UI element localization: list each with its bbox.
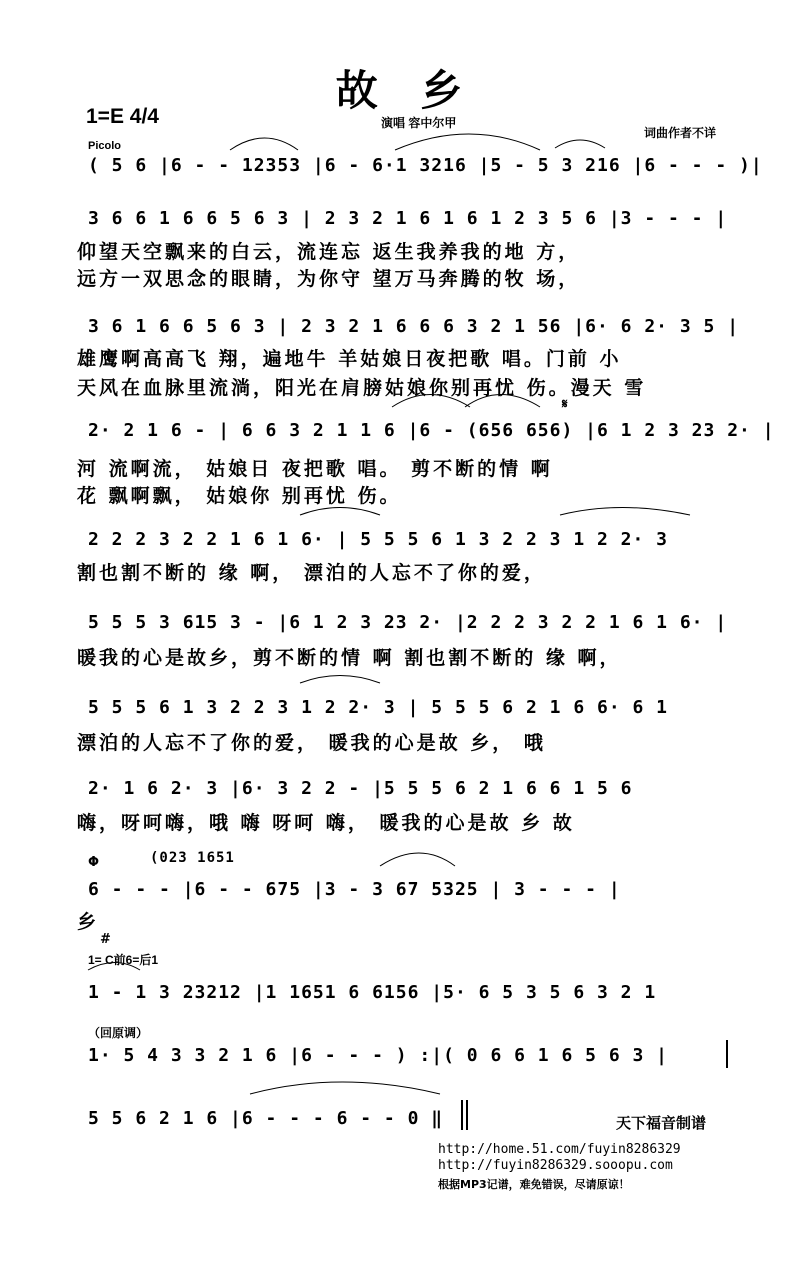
slur-arc <box>300 676 380 684</box>
slur-arc <box>380 853 455 866</box>
lyric-line-3b: 天风在血脉里流淌，阳光在肩膀姑娘你别再忧 伤。漫天 雪 <box>77 377 647 399</box>
footer-note: 根据MP3记谱，难免错误，尽请原谅！ <box>438 1178 630 1191</box>
lyric-line-9: 乡 <box>77 911 100 933</box>
notation-line-5: 2 2 2 3 2 2 1 6 1 6· | 5 5 5 6 1 3 2 2 3 1 2 2· 3 <box>88 529 669 550</box>
lyric-line-2a: 仰望天空飘来的白云，流连忘 返生我养我的地 方， <box>77 241 581 263</box>
footer-url-2: http://fuyin8286329.sooopu.com <box>438 1158 673 1173</box>
lyric-line-4a: 河 流啊流， 姑娘日 夜把歌 唱。 剪不断的情 啊 <box>77 458 553 480</box>
instrument-label: Picolo <box>88 140 122 152</box>
segno-symbol: 𝄋 <box>562 397 568 412</box>
notation-line-9-above: (023 1651 <box>150 850 235 866</box>
lyric-line-6: 暖我的心是故乡，剪不断的情 啊 割也割不断的 缘 啊， <box>77 647 622 669</box>
slur-arc <box>250 1082 440 1094</box>
lyric-line-5: 割也割不断的 缘 啊， 漂泊的人忘不了你的爱， <box>77 562 546 584</box>
slur-arc <box>300 508 380 516</box>
lyric-line-4b: 花 飘啊飘， 姑娘你 别再忧 伤。 <box>77 485 402 507</box>
notation-line-11: 1· 5 4 3 3 2 1 6 |6 - - - ) :|( 0 6 6 1 6 5 6 3 | <box>88 1045 669 1066</box>
lyric-line-8: 嗨，呀呵嗨，哦 嗨 呀呵 嗨， 暖我的心是故 乡 故 <box>77 812 575 834</box>
lyric-line-7: 漂泊的人忘不了你的爱， 暖我的心是故 乡， 哦 <box>77 732 546 754</box>
notation-line-10: 1 - 1 3 23212 |1 1651 6 6156 |5· 6 5 3 5 6 3 2 1 <box>88 982 657 1003</box>
notation-line-6: 5 5 5 3 615 3 - |6 1 2 3 23 2· |2 2 2 3 2 2 1 6 1 6· | <box>88 612 728 633</box>
page-title: 故 乡 <box>335 66 477 115</box>
notation-line-2: 3 6 6 1 6 6 5 6 3 | 2 3 2 1 6 1 6 1 2 3 5 6 |3 - - - | <box>88 208 728 229</box>
slur-arc <box>230 138 298 150</box>
footer-url-1: http://home.51.com/fuyin8286329 <box>438 1142 681 1157</box>
coda-symbol: Φ <box>88 855 100 870</box>
sharp-symbol: # <box>100 932 111 947</box>
slur-arc <box>560 508 690 516</box>
key-change-label: 1= C前6=后1 <box>88 953 159 967</box>
return-key-label: （回原调） <box>88 1026 149 1040</box>
slur-arc <box>392 395 470 408</box>
singer-credit: 演唱 容中尔甲 <box>381 116 457 130</box>
author-credit: 词曲作者不详 <box>644 126 717 140</box>
notation-line-1: ( 5 6 |6 - - 12353 |6 - 6·1 3216 |5 - 5 3 216 |6 - - - )| <box>88 155 763 176</box>
notation-line-8: 2· 1 6 2· 3 |6· 3 2 2 - |5 5 5 6 2 1 6 6 1 5 6 <box>88 778 633 799</box>
footer-signature: 天下福音制谱 <box>616 1114 707 1132</box>
slur-arc <box>465 395 540 408</box>
notation-line-3: 3 6 1 6 6 5 6 3 | 2 3 2 1 6 6 6 3 2 1 56 |6· 6 2· 3 5 | <box>88 316 740 337</box>
key-signature: 1=E 4/4 <box>86 105 159 128</box>
notation-line-4: 2· 2 1 6 - | 6 6 3 2 1 1 6 |6 - (656 656) |6 1 2 3 23 2· | <box>88 420 775 441</box>
slur-arc <box>555 140 605 148</box>
notation-line-12: 5 5 6 2 1 6 |6 - - - 6 - - 0 ‖ <box>88 1108 444 1129</box>
slur-arc <box>88 963 140 971</box>
notation-line-9: 6 - - - |6 - - 675 |3 - 3 67 5325 | 3 - - - | <box>88 879 621 900</box>
lyric-line-2b: 远方一双思念的眼睛，为你守 望万马奔腾的牧 场， <box>77 268 581 290</box>
lyric-line-3a: 雄鹰啊高高飞 翔，遍地牛 羊姑娘日夜把歌 唱。门前 小 <box>77 348 622 370</box>
notation-line-7: 5 5 5 6 1 3 2 2 3 1 2 2· 3 | 5 5 5 6 2 1 6 6· 6 1 <box>88 697 669 718</box>
slur-arc <box>395 134 540 150</box>
